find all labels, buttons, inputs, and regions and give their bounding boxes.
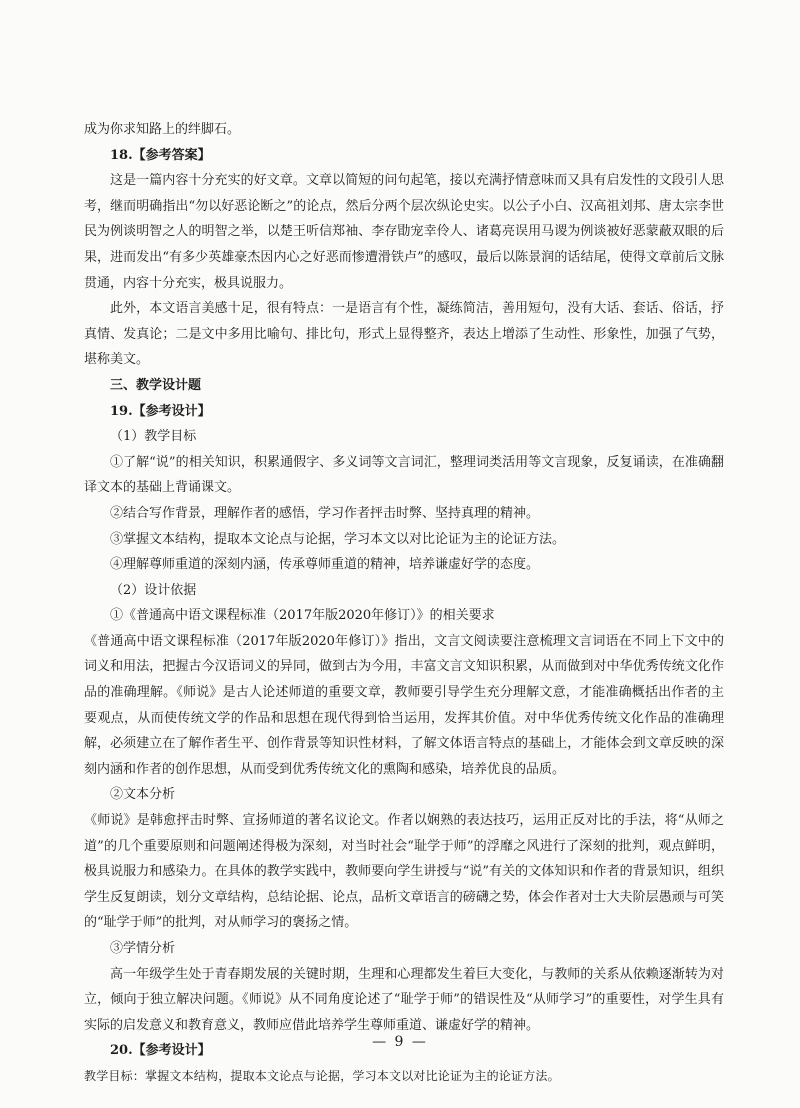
- paragraph: 18.【参考答案】: [110, 147, 211, 163]
- paragraph: ②结合写作背景，理解作者的感悟，学习作者抨击时弊、坚持真理的精神。: [110, 505, 540, 521]
- paragraph: ③掌握文本结构，提取本文论点与论据，学习本文以对比论证为主的论证方法。: [110, 531, 566, 547]
- paragraph: ①《普通高中语文课程标准（2017年版2020年修订）》的相关要求: [110, 608, 495, 624]
- paragraph: 此外，本文语言美感十足，很有特点：一是语言有个性，凝练简洁，善用短句，没有大话、套话、俗话，抒真情、发真论；二是文中多用比喻句、排比句，形式上显得整齐，表达上增添了生动性、形象性，加强了气势，堪称美文。: [84, 301, 724, 368]
- paragraph: ③学情分析: [110, 941, 176, 956]
- paragraph: 20.【参考设计】: [110, 1043, 211, 1059]
- answer-text-body: [84, 117, 724, 1090]
- paragraph: 成为你求知路上的绊脚石。: [84, 122, 241, 137]
- paragraph: ①了解“说”的相关知识，积累通假字、多义词等文言词汇，整理词类活用等文言现象，反复诵读，在准确翻译文本的基础上背诵课文。: [84, 454, 724, 496]
- paragraph: 19.【参考设计】: [110, 403, 211, 419]
- paragraph: 高一年级学生处于青春期发展的关键时期，生理和心理都发生着巨大变化，与教师的关系从依赖逐渐转为对立，倾向于独立解决问题。《师说》从不同角度论述了“耻学于师”的错误性及“从师学习”的重要性，对学生具有实际的启发意义和教育意义，教师应借此培养学生尊师重道、谦虚好学的精神。: [84, 966, 724, 1033]
- paragraph: ④理解尊师重道的深刻内涵，传承尊师重道的精神，培养谦虚好学的态度。: [110, 557, 540, 573]
- paragraph: （2）设计依据: [110, 582, 197, 598]
- page-number: — 9 —: [372, 1034, 428, 1050]
- paragraph: 《师说》是韩愈抨击时弊、宣扬师道的著名议论文。作者以娴熟的表达技巧，运用正反对比的手法，将“从师之道”的几个重要原则和问题阐述得极为深刻，对当时社会“耻学于师”的浮靡之风进行了深刻的批判，观点鲜明，极具说服力和感染力。在具体的教学实践中，教师要向学生讲授与“说”有关的文体知识和作者的背景知识，组织学生反复朗读，划分文章结构，总结论据、论点，品析文章语言的磅礴之势，体会作者对士大夫阶层愚顽与可笑的“耻学于师”的批判，对从师学习的褒扬之情。: [84, 813, 724, 931]
- paragraph: 这是一篇内容十分充实的好文章。文章以简短的问句起笔，接以充满抒情意味而又具有启发性的文段引人思考，继而明确指出“勿以好恶论断之”的论点，然后分两个层次纵论史实。以公子小白、汉高祖刘邦、唐太宗李世民为例谈明智之人的明智之举，以楚王听信郑袖、李存勖宠幸伶人、诸葛亮误用马谡为例谈被好恶蒙蔽双眼的后果，进而发出“有多少英雄豪杰因内心之好恶而惨遭滑铁卢”的感叹，最后以陈景润的话结尾，使得文章前后文脉贯通，内容十分充实，极具说服力。: [84, 173, 724, 291]
- paragraph: （1）教学目标: [110, 429, 197, 445]
- paragraph: 教学目标：掌握文本结构，提取本文论点与论据，学习本文以对比论证为主的论证方法。: [84, 1068, 560, 1083]
- paragraph: 三、教学设计题: [110, 377, 202, 393]
- paragraph: 《普通高中语文课程标准（2017年版2020年修订）》指出，文言文阅读要注意梳理文言词语在不同上下文中的词义和用法，把握古今汉语词义的异同，做到古为今用，丰富文言文知识积累，从而做到对中华优秀传统文化作品的准确理解。《师说》是古人论述师道的重要文章，教师要引导学生充分理解文意，才能准确概括出作者的主要观点，从而使传统文学的作品和思想在现代得到恰当运用，发挥其价值。对中华优秀传统文化作品的准确理解，必须建立在了解作者生平、创作背景等知识性材料，了解文体语言特点的基础上，才能体会到文章反映的深刻内涵和作者的创作思想，从而受到优秀传统文化的熏陶和感染，培养优良的品质。: [84, 633, 724, 777]
- paragraph: ②文本分析: [110, 787, 176, 803]
